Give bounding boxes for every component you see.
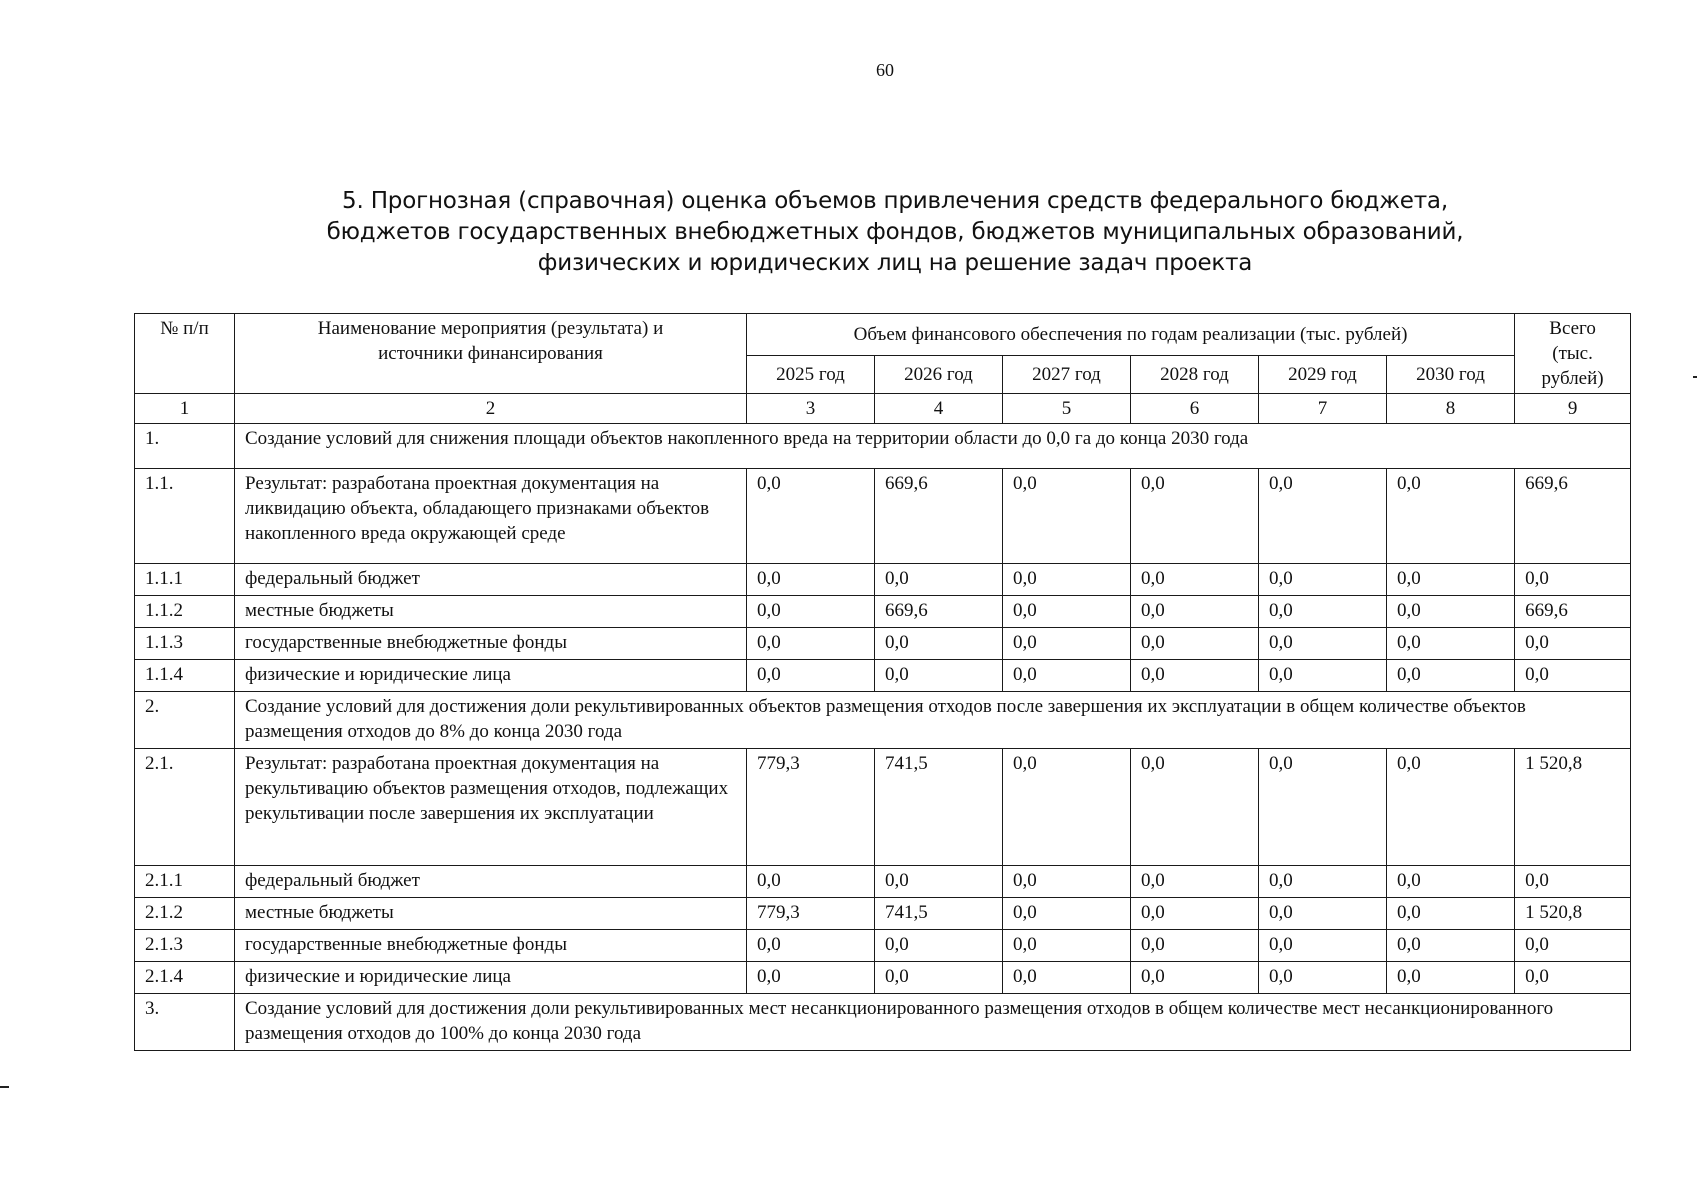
title-line: 5. Прогнозная (справочная) оценка объемов привлечения средств федерального бюджета, bbox=[342, 188, 1448, 214]
result-description: Результат: разработана проектная документация на ликвидацию объекта, обладающего признаками объектов накопленного вреда окружающей среде bbox=[235, 469, 747, 564]
total-value: 669,6 bbox=[1515, 469, 1631, 564]
year-value: 0,0 bbox=[1003, 469, 1131, 564]
row-number: 1. bbox=[135, 424, 235, 469]
row-number: 3. bbox=[135, 994, 235, 1051]
funding-source-name: государственные внебюджетные фонды bbox=[235, 628, 747, 660]
row-number: 1.1.2 bbox=[135, 596, 235, 628]
document-title bbox=[130, 186, 1660, 279]
year-value: 0,0 bbox=[1387, 564, 1515, 596]
column-number: 2 bbox=[235, 394, 747, 424]
section-title: Создание условий для достижения доли рекультивированных мест несанкционированного размещения отходов в общем количестве мест несанкционированного размещения отходов до 100% до конца 2030 года bbox=[235, 994, 1631, 1051]
year-value: 0,0 bbox=[1131, 749, 1259, 866]
year-value: 0,0 bbox=[1387, 749, 1515, 866]
row-number: 1.1.1 bbox=[135, 564, 235, 596]
column-number: 7 bbox=[1259, 394, 1387, 424]
funding-source-name: федеральный бюджет bbox=[235, 564, 747, 596]
header-year: 2025 год bbox=[747, 356, 875, 394]
edge-mark bbox=[0, 1086, 9, 1088]
header-year: 2027 год bbox=[1003, 356, 1131, 394]
year-value: 0,0 bbox=[747, 962, 875, 994]
funding-source-row bbox=[135, 660, 1631, 692]
year-value: 0,0 bbox=[875, 660, 1003, 692]
year-value: 0,0 bbox=[1131, 930, 1259, 962]
column-number: 9 bbox=[1515, 394, 1631, 424]
funding-source-name: государственные внебюджетные фонды bbox=[235, 930, 747, 962]
year-value: 0,0 bbox=[747, 628, 875, 660]
year-value: 0,0 bbox=[1387, 628, 1515, 660]
year-value: 0,0 bbox=[1259, 749, 1387, 866]
total-value: 0,0 bbox=[1515, 962, 1631, 994]
header-year: 2029 год bbox=[1259, 356, 1387, 394]
year-value: 0,0 bbox=[1131, 660, 1259, 692]
year-value: 0,0 bbox=[1131, 469, 1259, 564]
year-value: 741,5 bbox=[875, 749, 1003, 866]
column-number: 8 bbox=[1387, 394, 1515, 424]
year-value: 0,0 bbox=[1131, 866, 1259, 898]
year-value: 0,0 bbox=[1259, 596, 1387, 628]
column-number: 4 bbox=[875, 394, 1003, 424]
budget-table bbox=[134, 313, 1631, 1051]
header-num: № п/п bbox=[135, 314, 235, 394]
total-value: 0,0 bbox=[1515, 628, 1631, 660]
year-value: 0,0 bbox=[1387, 469, 1515, 564]
year-value: 0,0 bbox=[875, 930, 1003, 962]
column-number: 3 bbox=[747, 394, 875, 424]
year-value: 0,0 bbox=[1387, 866, 1515, 898]
column-numbers-row bbox=[135, 394, 1631, 424]
year-value: 0,0 bbox=[1387, 596, 1515, 628]
column-number: 6 bbox=[1131, 394, 1259, 424]
funding-source-row bbox=[135, 564, 1631, 596]
header-year: 2026 год bbox=[875, 356, 1003, 394]
year-value: 0,0 bbox=[1131, 596, 1259, 628]
year-value: 0,0 bbox=[747, 660, 875, 692]
year-value: 0,0 bbox=[1003, 930, 1131, 962]
year-value: 0,0 bbox=[1003, 596, 1131, 628]
title-line: физических и юридических лиц на решение задач проекта bbox=[537, 250, 1253, 276]
total-value: 0,0 bbox=[1515, 930, 1631, 962]
funding-source-row bbox=[135, 930, 1631, 962]
year-value: 0,0 bbox=[1259, 930, 1387, 962]
funding-source-row bbox=[135, 866, 1631, 898]
row-number: 2.1.2 bbox=[135, 898, 235, 930]
year-value: 0,0 bbox=[1003, 898, 1131, 930]
year-value: 0,0 bbox=[1131, 628, 1259, 660]
year-value: 779,3 bbox=[747, 898, 875, 930]
section-title: Создание условий для достижения доли рекультивированных объектов размещения отходов после завершения их эксплуатации в общем количестве объектов размещения отходов до 8% до конца 2030 года bbox=[235, 692, 1631, 749]
year-value: 0,0 bbox=[1259, 628, 1387, 660]
year-value: 0,0 bbox=[1131, 564, 1259, 596]
title-line: бюджетов государственных внебюджетных фондов, бюджетов муниципальных образований, bbox=[326, 219, 1464, 245]
funding-source-name: местные бюджеты bbox=[235, 898, 747, 930]
total-value: 0,0 bbox=[1515, 564, 1631, 596]
row-number: 1.1. bbox=[135, 469, 235, 564]
year-value: 0,0 bbox=[1387, 660, 1515, 692]
year-value: 0,0 bbox=[1259, 962, 1387, 994]
year-value: 0,0 bbox=[875, 628, 1003, 660]
total-value: 1 520,8 bbox=[1515, 749, 1631, 866]
funding-source-name: местные бюджеты bbox=[235, 596, 747, 628]
row-number: 2. bbox=[135, 692, 235, 749]
row-number: 1.1.4 bbox=[135, 660, 235, 692]
funding-source-row bbox=[135, 898, 1631, 930]
year-value: 0,0 bbox=[747, 564, 875, 596]
column-number: 1 bbox=[135, 394, 235, 424]
year-value: 779,3 bbox=[747, 749, 875, 866]
total-value: 1 520,8 bbox=[1515, 898, 1631, 930]
section-title: Создание условий для снижения площади объектов накопленного вреда на территории области до 0,0 га до конца 2030 года bbox=[235, 424, 1631, 469]
year-value: 0,0 bbox=[1003, 660, 1131, 692]
year-value: 741,5 bbox=[875, 898, 1003, 930]
header-year: 2028 год bbox=[1131, 356, 1259, 394]
row-number: 2.1.1 bbox=[135, 866, 235, 898]
result-row bbox=[135, 749, 1631, 866]
header-name: Наименование мероприятия (результата) и источники финансирования bbox=[235, 314, 747, 394]
year-value: 0,0 bbox=[747, 930, 875, 962]
row-number: 2.1.4 bbox=[135, 962, 235, 994]
header-year: 2030 год bbox=[1387, 356, 1515, 394]
total-value: 0,0 bbox=[1515, 660, 1631, 692]
year-value: 0,0 bbox=[1003, 749, 1131, 866]
funding-source-name: физические и юридические лица bbox=[235, 660, 747, 692]
year-value: 0,0 bbox=[1259, 866, 1387, 898]
year-value: 0,0 bbox=[1259, 660, 1387, 692]
year-value: 0,0 bbox=[1003, 564, 1131, 596]
funding-source-name: федеральный бюджет bbox=[235, 866, 747, 898]
year-value: 0,0 bbox=[747, 596, 875, 628]
page-number: 60 bbox=[876, 60, 894, 80]
year-value: 0,0 bbox=[875, 866, 1003, 898]
year-value: 0,0 bbox=[747, 866, 875, 898]
year-value: 669,6 bbox=[875, 469, 1003, 564]
section-row bbox=[135, 424, 1631, 469]
column-number: 5 bbox=[1003, 394, 1131, 424]
year-value: 0,0 bbox=[1131, 962, 1259, 994]
edge-mark bbox=[1693, 376, 1697, 378]
funding-source-row bbox=[135, 596, 1631, 628]
total-value: 0,0 bbox=[1515, 866, 1631, 898]
section-row bbox=[135, 994, 1631, 1051]
funding-source-name: физические и юридические лица bbox=[235, 962, 747, 994]
year-value: 0,0 bbox=[1003, 962, 1131, 994]
year-value: 0,0 bbox=[1259, 469, 1387, 564]
header-volume: Объем финансового обеспечения по годам реализации (тыс. рублей) bbox=[747, 314, 1515, 356]
year-value: 0,0 bbox=[1131, 898, 1259, 930]
row-number: 1.1.3 bbox=[135, 628, 235, 660]
year-value: 0,0 bbox=[1259, 564, 1387, 596]
year-value: 0,0 bbox=[1387, 962, 1515, 994]
year-value: 0,0 bbox=[1387, 930, 1515, 962]
funding-source-row bbox=[135, 628, 1631, 660]
year-value: 0,0 bbox=[1259, 898, 1387, 930]
year-value: 0,0 bbox=[747, 469, 875, 564]
row-number: 2.1.3 bbox=[135, 930, 235, 962]
header-total: Всего (тыс. рублей) bbox=[1515, 314, 1631, 394]
row-number: 2.1. bbox=[135, 749, 235, 866]
funding-source-row bbox=[135, 962, 1631, 994]
year-value: 0,0 bbox=[1003, 866, 1131, 898]
year-value: 0,0 bbox=[875, 962, 1003, 994]
year-value: 0,0 bbox=[1003, 628, 1131, 660]
year-value: 0,0 bbox=[875, 564, 1003, 596]
result-row bbox=[135, 469, 1631, 564]
result-description: Результат: разработана проектная документация на рекультивацию объектов размещения отходов, подлежащих рекультивации после завершения их эксплуатации bbox=[235, 749, 747, 866]
total-value: 669,6 bbox=[1515, 596, 1631, 628]
section-row bbox=[135, 692, 1631, 749]
year-value: 0,0 bbox=[1387, 898, 1515, 930]
table-body bbox=[135, 424, 1631, 1051]
year-value: 669,6 bbox=[875, 596, 1003, 628]
